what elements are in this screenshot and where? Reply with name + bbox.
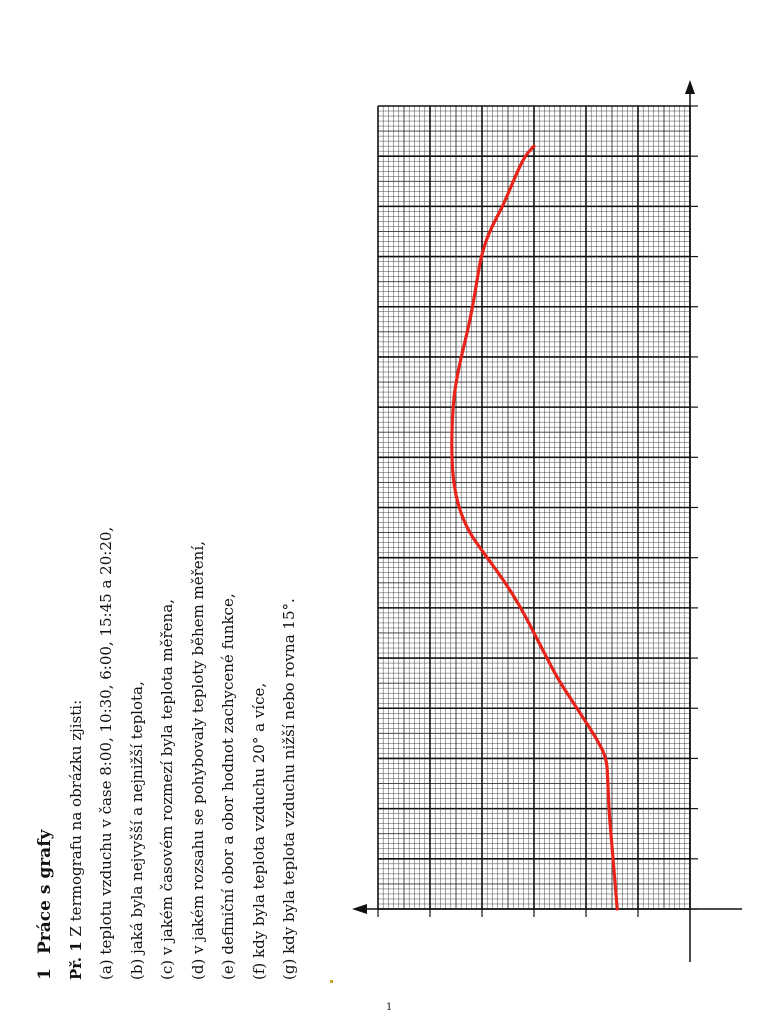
page-number: 1 — [386, 1002, 393, 1013]
time-axis-arrow — [685, 80, 695, 94]
question-e: (e) definiční obor a obor hodnot zachycené funkce, — [219, 593, 237, 980]
axis-ticks — [378, 106, 698, 917]
question-d: (d) v jakém rozsahu se pohybovaly teploty během měření, — [188, 541, 207, 980]
temperature-axis-arrow — [352, 904, 367, 914]
question-a: (a) teplotu vzduchu v čase 8:00, 10:30, 6:00, 15:45 a 20:20, — [97, 526, 115, 980]
exercise-label: Př. 1 — [66, 941, 85, 980]
scan-speck — [330, 980, 333, 983]
section-number: 1 — [35, 968, 55, 980]
question-c: (c) v jakém časovém rozmezí byla teplota měřena, — [158, 599, 176, 980]
question-b: (b) jaká byla nejvyšší a nejnižší teplota, — [127, 681, 146, 980]
chart-axes — [352, 80, 742, 962]
question-f: (f) kdy byla teplota vzduchu 20° a více, — [249, 682, 268, 980]
exercise-intro-text: Z termografu na obrázku zjisti: — [66, 699, 85, 937]
section-title: Práce s grafy — [35, 829, 55, 954]
question-g: (g) kdy byla teplota vzduchu nižší nebo rovna 15°. — [280, 598, 298, 980]
